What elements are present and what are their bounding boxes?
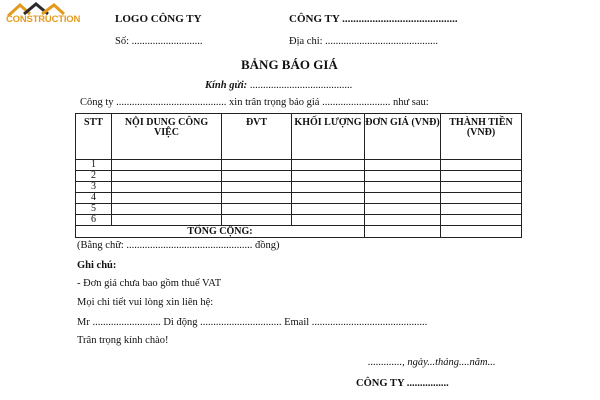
signature-company: CÔNG TY ................	[356, 378, 449, 389]
col-header-quantity: KHỐI LƯỢNG	[292, 114, 365, 160]
total-amount-cell	[441, 226, 522, 238]
recipient-dots: .......................................	[247, 80, 353, 91]
number-field: Số: ...........................	[115, 36, 203, 47]
table-row	[76, 182, 522, 193]
logo-placeholder: LOGO CÔNG TY	[115, 13, 202, 25]
intro-line: Công ty .......................................... xin trân trọng báo giá .......................... như sau:	[80, 97, 429, 108]
total-unit-price-cell	[365, 226, 441, 238]
table-row	[76, 193, 522, 204]
closing-line: Trân trọng kính chào!	[77, 335, 169, 346]
col-header-content: NỘI DUNG CÔNG VIỆC	[112, 114, 222, 160]
logo-text: CONSTRUCTION	[6, 14, 81, 25]
table-row	[76, 204, 522, 215]
col-header-stt: STT	[76, 114, 112, 160]
recipient-label: Kính gửi:	[205, 80, 248, 91]
row-number: 2	[76, 171, 112, 182]
row-number: 5	[76, 204, 112, 215]
quote-table	[75, 113, 522, 238]
document-title: BẢNG BÁO GIÁ	[241, 57, 338, 72]
table-row	[76, 171, 522, 182]
row-number: 4	[76, 193, 112, 204]
vat-note: - Đơn giá chưa bao gồm thuế VAT	[77, 278, 222, 289]
row-number: 1	[76, 160, 112, 171]
contact-intro: Mọi chi tiết vui lòng xin liên hệ:	[77, 297, 214, 308]
total-row	[76, 226, 522, 238]
recipient-line	[205, 80, 352, 91]
col-header-unit-price: ĐƠN GIÁ (VNĐ)	[365, 114, 441, 160]
table-header-row	[76, 114, 522, 160]
notes-heading: Ghi chú:	[77, 260, 117, 271]
address-field: Địa chỉ: ...........................................	[289, 36, 439, 47]
total-label: TỔNG CỘNG:	[76, 226, 365, 238]
col-header-amount: THÀNH TIỀN (VNĐ)	[441, 114, 522, 160]
table-row	[76, 215, 522, 226]
company-logo	[0, 2, 81, 36]
col-header-unit: ĐVT	[222, 114, 292, 160]
table-row	[76, 160, 522, 171]
company-field: CÔNG TY ..........................................	[289, 13, 458, 25]
date-line: ............., ngày...tháng....năm...	[368, 357, 496, 368]
contact-line: Mr .......................... Di động ............................... Email ............................................	[77, 317, 428, 328]
row-number: 3	[76, 182, 112, 193]
amount-in-words: (Bằng chữ: ................................................ đồng)	[77, 240, 280, 251]
row-number: 6	[76, 215, 112, 226]
